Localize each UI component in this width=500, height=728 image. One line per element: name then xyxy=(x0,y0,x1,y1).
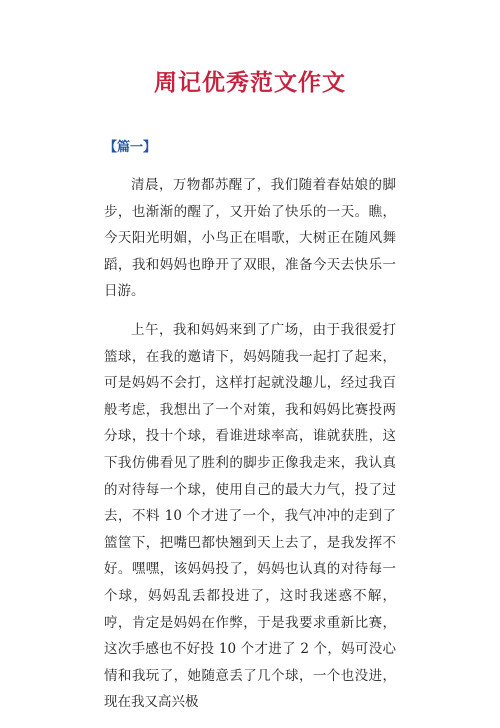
section-label: 【篇一】 xyxy=(104,140,157,155)
document-body xyxy=(104,172,396,728)
document-title: 周记优秀范文作文 xyxy=(154,70,346,96)
paragraph-2: 上午，我和妈妈来到了广场，由于我很爱打篮球，在我的邀请下，妈妈随我一起打了起来，可是妈妈不会打，这样打起就没趣儿，经过我百般考虑，我想出了一个对策，我和妈妈比赛投两分球，投十个球，看谁进球率高，谁就获胜，这下我仿佛看见了胜利的脚步正像我走来，我认真的对待每一个球，使用自己的最大力气，投了过去，不料 10 个才进了一个，我气冲冲的走到了篮筐下，把嘴巴都快翘到天上去了，是我发挥不好。嘿嘿，该妈妈投了，妈妈也认真的对待每一个球，妈妈乱丢都投进了，这时我迷惑不解，哼，肯定是妈妈在作弊，于是我要求重新比赛，这次手感也不好投 10 个才进了 2 个，妈可没心情和我玩了，她随意丢了几个球，一个也没进，现在我又高兴极 xyxy=(104,321,396,711)
paragraph-1: 清晨，万物都苏醒了，我们随着春姑娘的脚步，也渐渐的醒了，又开始了快乐的一天。瞧，今天阳光明媚，小鸟正在唱歌，大树正在随风舞蹈，我和妈妈也睁开了双眼，准备今天去快乐一日游。 xyxy=(104,177,396,300)
